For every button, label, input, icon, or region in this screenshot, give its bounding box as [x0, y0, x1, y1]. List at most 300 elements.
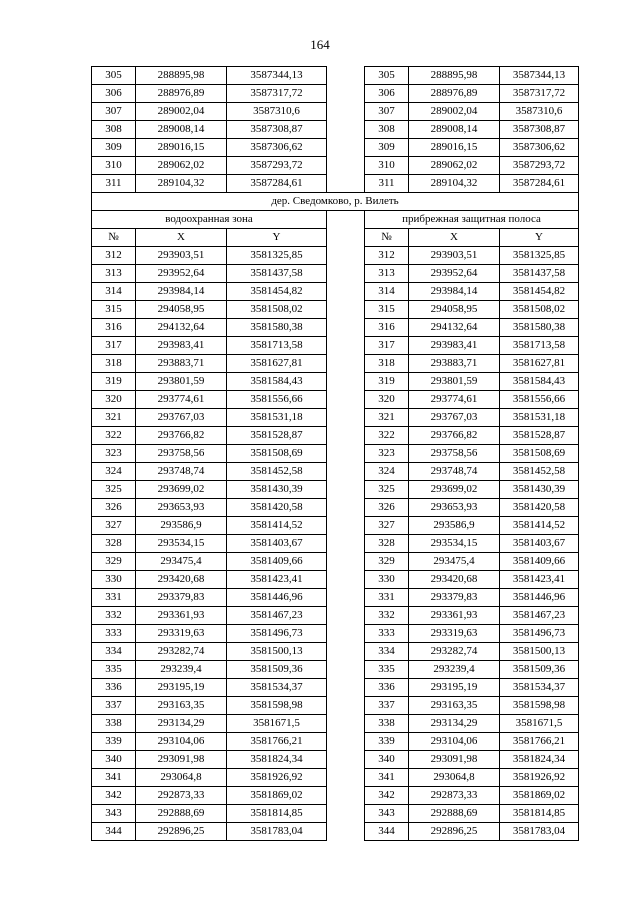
left-y-coordinate: 3581403,67: [227, 535, 327, 553]
left-x-coordinate: 293319,63: [136, 625, 227, 643]
right-point-number: 334: [365, 643, 409, 661]
left-x-coordinate: 288976,89: [136, 85, 227, 103]
right-y-coordinate: 3581414,52: [500, 517, 579, 535]
column-gap: [327, 571, 365, 589]
right-point-number: 344: [365, 823, 409, 841]
left-y-coordinate: 3581500,13: [227, 643, 327, 661]
page-number: 164: [310, 37, 330, 52]
right-y-coordinate: 3581423,41: [500, 571, 579, 589]
left-y-coordinate: 3581713,58: [227, 337, 327, 355]
right-x-coordinate: 293420,68: [409, 571, 500, 589]
table-row: [92, 517, 579, 535]
right-x-coordinate: 293766,82: [409, 427, 500, 445]
main-rows: [92, 247, 579, 841]
column-gap: [327, 715, 365, 733]
left-point-number: 326: [92, 499, 136, 517]
right-col-y: Y: [500, 229, 579, 247]
table-row: [92, 85, 579, 103]
right-x-coordinate: 293282,74: [409, 643, 500, 661]
column-gap: [327, 553, 365, 571]
right-x-coordinate: 292873,33: [409, 787, 500, 805]
table-row: [92, 571, 579, 589]
left-point-number: 306: [92, 85, 136, 103]
left-point-number: 329: [92, 553, 136, 571]
column-gap: [327, 355, 365, 373]
right-y-coordinate: 3581824,34: [500, 751, 579, 769]
right-y-coordinate: 3581420,58: [500, 499, 579, 517]
left-point-number: 335: [92, 661, 136, 679]
right-point-number: 335: [365, 661, 409, 679]
right-point-number: 323: [365, 445, 409, 463]
table-row: [92, 247, 579, 265]
left-y-coordinate: 3581496,73: [227, 625, 327, 643]
table-row: [92, 391, 579, 409]
left-y-coordinate: 3581409,66: [227, 553, 327, 571]
left-point-number: 340: [92, 751, 136, 769]
right-y-coordinate: 3581713,58: [500, 337, 579, 355]
column-gap: [327, 499, 365, 517]
left-x-coordinate: 289104,32: [136, 175, 227, 193]
right-y-coordinate: 3581508,69: [500, 445, 579, 463]
left-point-number: 325: [92, 481, 136, 499]
right-point-number: 308: [365, 121, 409, 139]
right-x-coordinate: 293774,61: [409, 391, 500, 409]
left-y-coordinate: 3581420,58: [227, 499, 327, 517]
right-point-number: 316: [365, 319, 409, 337]
right-x-coordinate: 293984,14: [409, 283, 500, 301]
right-x-coordinate: 293239,4: [409, 661, 500, 679]
left-y-coordinate: 3587293,72: [227, 157, 327, 175]
right-y-coordinate: 3581556,66: [500, 391, 579, 409]
column-gap: [327, 787, 365, 805]
right-x-coordinate: 293163,35: [409, 697, 500, 715]
table-row: [92, 463, 579, 481]
column-gap: [327, 823, 365, 841]
right-x-coordinate: 288895,98: [409, 67, 500, 85]
left-col-x: X: [136, 229, 227, 247]
right-point-number: 324: [365, 463, 409, 481]
left-y-coordinate: 3581814,85: [227, 805, 327, 823]
right-y-coordinate: 3581437,58: [500, 265, 579, 283]
right-x-coordinate: 293195,19: [409, 679, 500, 697]
left-x-coordinate: 293239,4: [136, 661, 227, 679]
table-row: [92, 661, 579, 679]
column-gap: [327, 319, 365, 337]
right-y-coordinate: 3581869,02: [500, 787, 579, 805]
left-y-coordinate: 3581783,04: [227, 823, 327, 841]
right-y-coordinate: 3581467,23: [500, 607, 579, 625]
left-point-number: 331: [92, 589, 136, 607]
left-y-coordinate: 3587310,6: [227, 103, 327, 121]
table-row: [92, 445, 579, 463]
left-x-coordinate: 292896,25: [136, 823, 227, 841]
left-x-coordinate: 293104,06: [136, 733, 227, 751]
column-gap: [327, 85, 365, 103]
right-point-number: 343: [365, 805, 409, 823]
left-x-coordinate: 293091,98: [136, 751, 227, 769]
column-gap: [327, 625, 365, 643]
left-point-number: 311: [92, 175, 136, 193]
left-point-number: 314: [92, 283, 136, 301]
table-row: [92, 301, 579, 319]
right-x-coordinate: 293983,41: [409, 337, 500, 355]
column-gap: [327, 247, 365, 265]
table-row: [92, 787, 579, 805]
column-gap: [327, 517, 365, 535]
left-point-number: 317: [92, 337, 136, 355]
right-x-coordinate: 293653,93: [409, 499, 500, 517]
left-point-number: 343: [92, 805, 136, 823]
table-row: [92, 121, 579, 139]
left-col-y: Y: [227, 229, 327, 247]
left-col-number: №: [92, 229, 136, 247]
column-gap: [327, 175, 365, 193]
column-gap: [327, 679, 365, 697]
left-point-number: 327: [92, 517, 136, 535]
table-row: [92, 769, 579, 787]
table-row: [92, 499, 579, 517]
column-gap: [327, 157, 365, 175]
left-point-number: 338: [92, 715, 136, 733]
column-gap: [327, 103, 365, 121]
right-point-number: 340: [365, 751, 409, 769]
right-x-coordinate: 294132,64: [409, 319, 500, 337]
left-y-coordinate: 3581869,02: [227, 787, 327, 805]
column-gap: [327, 301, 365, 319]
right-x-coordinate: 293758,56: [409, 445, 500, 463]
right-y-coordinate: 3587344,13: [500, 67, 579, 85]
right-point-number: 309: [365, 139, 409, 157]
right-point-number: 328: [365, 535, 409, 553]
right-point-number: 306: [365, 85, 409, 103]
right-x-coordinate: 289104,32: [409, 175, 500, 193]
left-point-number: 334: [92, 643, 136, 661]
right-x-coordinate: 293104,06: [409, 733, 500, 751]
left-x-coordinate: 293984,14: [136, 283, 227, 301]
table-row: [92, 337, 579, 355]
left-point-number: 321: [92, 409, 136, 427]
table-row: [92, 481, 579, 499]
table-row: [92, 679, 579, 697]
left-point-number: 307: [92, 103, 136, 121]
right-point-number: 320: [365, 391, 409, 409]
right-y-coordinate: 3581452,58: [500, 463, 579, 481]
table-row: [92, 589, 579, 607]
left-x-coordinate: 293163,35: [136, 697, 227, 715]
left-x-coordinate: 293748,74: [136, 463, 227, 481]
column-gap: [327, 265, 365, 283]
table-row: [92, 697, 579, 715]
table-row: [92, 355, 579, 373]
left-x-coordinate: 293758,56: [136, 445, 227, 463]
table-row: [92, 733, 579, 751]
right-y-coordinate: 3587284,61: [500, 175, 579, 193]
right-x-coordinate: 292888,69: [409, 805, 500, 823]
right-x-coordinate: 294058,95: [409, 301, 500, 319]
right-point-number: 333: [365, 625, 409, 643]
table-row: [92, 157, 579, 175]
left-point-number: 330: [92, 571, 136, 589]
right-point-number: 307: [365, 103, 409, 121]
column-gap: [327, 373, 365, 391]
table-row: [92, 553, 579, 571]
table-row: [92, 427, 579, 445]
right-y-coordinate: 3581580,38: [500, 319, 579, 337]
left-point-number: 316: [92, 319, 136, 337]
right-x-coordinate: 293091,98: [409, 751, 500, 769]
left-y-coordinate: 3581452,58: [227, 463, 327, 481]
left-y-coordinate: 3581414,52: [227, 517, 327, 535]
right-point-number: 310: [365, 157, 409, 175]
right-point-number: 336: [365, 679, 409, 697]
left-point-number: 332: [92, 607, 136, 625]
table-row: [92, 751, 579, 769]
right-y-coordinate: 3581598,98: [500, 697, 579, 715]
left-y-coordinate: 3587344,13: [227, 67, 327, 85]
right-point-number: 331: [365, 589, 409, 607]
right-y-coordinate: 3581496,73: [500, 625, 579, 643]
left-y-coordinate: 3581766,21: [227, 733, 327, 751]
left-x-coordinate: 293903,51: [136, 247, 227, 265]
right-y-coordinate: 3581409,66: [500, 553, 579, 571]
right-x-coordinate: 293699,02: [409, 481, 500, 499]
left-point-number: 342: [92, 787, 136, 805]
left-y-coordinate: 3581437,58: [227, 265, 327, 283]
left-x-coordinate: 293766,82: [136, 427, 227, 445]
left-x-coordinate: 289016,15: [136, 139, 227, 157]
right-y-coordinate: 3581454,82: [500, 283, 579, 301]
left-x-coordinate: 293064,8: [136, 769, 227, 787]
right-x-coordinate: 293475,4: [409, 553, 500, 571]
right-point-number: 312: [365, 247, 409, 265]
right-point-number: 318: [365, 355, 409, 373]
right-x-coordinate: 293319,63: [409, 625, 500, 643]
right-x-coordinate: 293064,8: [409, 769, 500, 787]
right-x-coordinate: 293586,9: [409, 517, 500, 535]
left-y-coordinate: 3581580,38: [227, 319, 327, 337]
right-y-coordinate: 3581814,85: [500, 805, 579, 823]
right-col-number: №: [365, 229, 409, 247]
table-row: [92, 175, 579, 193]
left-x-coordinate: 293379,83: [136, 589, 227, 607]
right-x-coordinate: 289002,04: [409, 103, 500, 121]
right-point-number: 329: [365, 553, 409, 571]
section-title: дер. Сведомково, р. Вилеть: [92, 193, 579, 211]
column-gap: [327, 805, 365, 823]
right-point-number: 338: [365, 715, 409, 733]
column-gap: [327, 427, 365, 445]
left-point-number: 318: [92, 355, 136, 373]
left-x-coordinate: 294132,64: [136, 319, 227, 337]
right-y-coordinate: 3587293,72: [500, 157, 579, 175]
left-x-coordinate: 289062,02: [136, 157, 227, 175]
left-point-number: 310: [92, 157, 136, 175]
right-x-coordinate: 289008,14: [409, 121, 500, 139]
table-row: [92, 373, 579, 391]
left-point-number: 336: [92, 679, 136, 697]
table-row: [92, 823, 579, 841]
left-point-number: 333: [92, 625, 136, 643]
table-row: [92, 607, 579, 625]
right-x-coordinate: 288976,89: [409, 85, 500, 103]
left-y-coordinate: 3581671,5: [227, 715, 327, 733]
left-x-coordinate: 293801,59: [136, 373, 227, 391]
column-gap: [327, 535, 365, 553]
left-point-number: 322: [92, 427, 136, 445]
right-point-number: 319: [365, 373, 409, 391]
column-gap: [327, 139, 365, 157]
right-x-coordinate: 293748,74: [409, 463, 500, 481]
left-y-coordinate: 3581584,43: [227, 373, 327, 391]
table-row: [92, 535, 579, 553]
table-row: [92, 265, 579, 283]
column-gap: [327, 607, 365, 625]
left-y-coordinate: 3581423,41: [227, 571, 327, 589]
table-row: [92, 715, 579, 733]
column-gap: [327, 229, 365, 247]
table-row: [92, 643, 579, 661]
left-point-number: 305: [92, 67, 136, 85]
section-header: [92, 193, 579, 247]
right-x-coordinate: 293801,59: [409, 373, 500, 391]
left-point-number: 312: [92, 247, 136, 265]
table-row: [92, 625, 579, 643]
right-y-coordinate: 3587306,62: [500, 139, 579, 157]
column-gap: [327, 751, 365, 769]
right-y-coordinate: 3587317,72: [500, 85, 579, 103]
left-zone-title: водоохранная зона: [92, 211, 327, 229]
left-x-coordinate: 293653,93: [136, 499, 227, 517]
left-point-number: 309: [92, 139, 136, 157]
column-gap: [327, 67, 365, 85]
right-point-number: 326: [365, 499, 409, 517]
left-point-number: 339: [92, 733, 136, 751]
right-y-coordinate: 3587310,6: [500, 103, 579, 121]
right-point-number: 325: [365, 481, 409, 499]
column-gap: [327, 283, 365, 301]
right-x-coordinate: 293379,83: [409, 589, 500, 607]
right-y-coordinate: 3581325,85: [500, 247, 579, 265]
left-x-coordinate: 293699,02: [136, 481, 227, 499]
right-point-number: 314: [365, 283, 409, 301]
right-x-coordinate: 293903,51: [409, 247, 500, 265]
left-point-number: 308: [92, 121, 136, 139]
right-y-coordinate: 3581534,37: [500, 679, 579, 697]
table-row: [92, 103, 579, 121]
table-row: [92, 319, 579, 337]
right-y-coordinate: 3581528,87: [500, 427, 579, 445]
left-point-number: 320: [92, 391, 136, 409]
left-y-coordinate: 3581430,39: [227, 481, 327, 499]
right-point-number: 339: [365, 733, 409, 751]
right-point-number: 305: [365, 67, 409, 85]
coordinates-table: [91, 66, 579, 841]
left-x-coordinate: 293883,71: [136, 355, 227, 373]
right-point-number: 311: [365, 175, 409, 193]
left-y-coordinate: 3581598,98: [227, 697, 327, 715]
right-y-coordinate: 3581403,67: [500, 535, 579, 553]
left-x-coordinate: 289008,14: [136, 121, 227, 139]
left-y-coordinate: 3581446,96: [227, 589, 327, 607]
left-y-coordinate: 3587317,72: [227, 85, 327, 103]
right-x-coordinate: 293883,71: [409, 355, 500, 373]
column-gap: [327, 481, 365, 499]
right-y-coordinate: 3581766,21: [500, 733, 579, 751]
left-x-coordinate: 293774,61: [136, 391, 227, 409]
left-x-coordinate: 293282,74: [136, 643, 227, 661]
right-point-number: 322: [365, 427, 409, 445]
column-gap: [327, 463, 365, 481]
column-gap: [327, 121, 365, 139]
table-row: [92, 283, 579, 301]
left-point-number: 313: [92, 265, 136, 283]
right-y-coordinate: 3581627,81: [500, 355, 579, 373]
table-row: [92, 409, 579, 427]
right-x-coordinate: 293361,93: [409, 607, 500, 625]
left-point-number: 337: [92, 697, 136, 715]
right-point-number: 315: [365, 301, 409, 319]
column-gap: [327, 697, 365, 715]
table-row: [92, 805, 579, 823]
right-point-number: 330: [365, 571, 409, 589]
left-x-coordinate: 293134,29: [136, 715, 227, 733]
left-y-coordinate: 3581627,81: [227, 355, 327, 373]
left-y-coordinate: 3587308,87: [227, 121, 327, 139]
right-y-coordinate: 3581531,18: [500, 409, 579, 427]
left-y-coordinate: 3581534,37: [227, 679, 327, 697]
left-y-coordinate: 3581454,82: [227, 283, 327, 301]
right-y-coordinate: 3581783,04: [500, 823, 579, 841]
column-gap: [327, 769, 365, 787]
left-point-number: 324: [92, 463, 136, 481]
right-point-number: 342: [365, 787, 409, 805]
left-x-coordinate: 293361,93: [136, 607, 227, 625]
right-y-coordinate: 3581584,43: [500, 373, 579, 391]
right-point-number: 313: [365, 265, 409, 283]
left-x-coordinate: 293586,9: [136, 517, 227, 535]
left-y-coordinate: 3581325,85: [227, 247, 327, 265]
right-x-coordinate: 289016,15: [409, 139, 500, 157]
left-x-coordinate: 288895,98: [136, 67, 227, 85]
table-row: [92, 67, 579, 85]
left-y-coordinate: 3587306,62: [227, 139, 327, 157]
left-point-number: 315: [92, 301, 136, 319]
right-point-number: 317: [365, 337, 409, 355]
left-y-coordinate: 3587284,61: [227, 175, 327, 193]
right-y-coordinate: 3581509,36: [500, 661, 579, 679]
left-x-coordinate: 292888,69: [136, 805, 227, 823]
left-y-coordinate: 3581556,66: [227, 391, 327, 409]
column-gap: [327, 391, 365, 409]
right-point-number: 341: [365, 769, 409, 787]
right-y-coordinate: 3581500,13: [500, 643, 579, 661]
left-y-coordinate: 3581926,92: [227, 769, 327, 787]
right-y-coordinate: 3581508,02: [500, 301, 579, 319]
column-gap: [327, 661, 365, 679]
left-y-coordinate: 3581509,36: [227, 661, 327, 679]
left-y-coordinate: 3581528,87: [227, 427, 327, 445]
left-point-number: 341: [92, 769, 136, 787]
left-x-coordinate: 293983,41: [136, 337, 227, 355]
left-x-coordinate: 294058,95: [136, 301, 227, 319]
left-y-coordinate: 3581508,02: [227, 301, 327, 319]
top-rows: [92, 67, 579, 193]
right-x-coordinate: 289062,02: [409, 157, 500, 175]
right-y-coordinate: 3587308,87: [500, 121, 579, 139]
column-gap: [327, 733, 365, 751]
left-y-coordinate: 3581467,23: [227, 607, 327, 625]
column-gap: [327, 445, 365, 463]
